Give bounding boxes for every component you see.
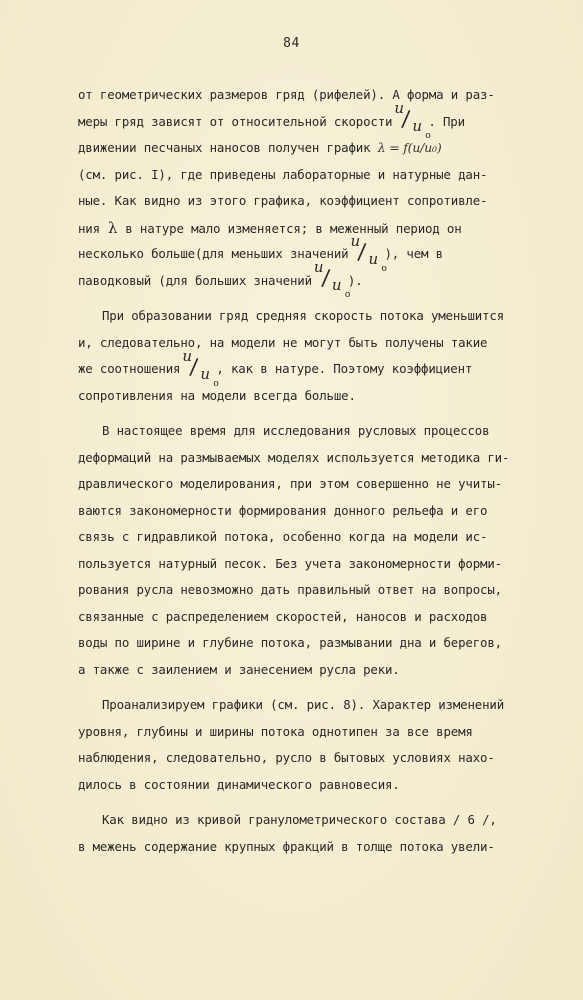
text-line-content: . При [428, 113, 465, 129]
text-line [78, 745, 538, 772]
text-line [78, 834, 538, 861]
text-line-content: ния [78, 220, 100, 236]
text-line [78, 604, 538, 631]
text-line-content: уровня, глубины и ширины потока однотипен за все время [78, 723, 473, 739]
ratio-numerator: u [350, 231, 360, 250]
text-line-content: ваются закономерности формирования донного рельефа и его [78, 502, 488, 518]
ratio-slash: / [189, 354, 199, 380]
text-line-content: ), чем в [384, 246, 443, 261]
text-line-content: дравлического моделирования, при этом совершенно не учиты- [78, 476, 502, 491]
text-line-content: ). [347, 272, 363, 288]
text-line [78, 577, 538, 604]
text-line [78, 498, 538, 525]
paragraph-gap [78, 409, 538, 418]
page-number: 84 [283, 36, 300, 51]
text-line [78, 772, 538, 799]
text-line-content: движении песчаных наносов получен график [78, 140, 371, 155]
ratio-denominator: u [331, 276, 342, 294]
ratio-slash: / [401, 106, 411, 133]
text-line-content: в межень содержание крупных фракций в толще потока увели- [78, 838, 495, 854]
text-line [78, 135, 538, 162]
text-line [78, 418, 538, 445]
text-line [78, 807, 538, 834]
text-line-content: сопротивления на модели всегда больше. [78, 387, 356, 403]
text-line-content: в натуре мало изменяется; в меженный период он [125, 220, 462, 236]
text-line-content: несколько больше(для меньших значений [78, 246, 349, 261]
ratio-denominator: u [412, 117, 422, 135]
text-line-content: Как видно из кривой гранулометрического состава / 6 /, [102, 812, 497, 827]
ratio-subscript: o [213, 378, 219, 389]
ratio-u-u0 [392, 99, 431, 141]
text-line-content: дилось в состоянии динамического равновесия. [78, 776, 400, 792]
text-line [78, 346, 538, 389]
text-line-content: а также с заилением и занесением русла реки. [78, 661, 400, 677]
ratio-denominator: u [368, 249, 378, 268]
ratio-denominator: u [200, 364, 210, 383]
ratio-subscript: o [425, 131, 431, 141]
paragraph-gap [78, 294, 538, 303]
text-line [78, 551, 538, 578]
graph-formula: λ = f(u/u₀) [377, 140, 442, 155]
text-line [78, 162, 538, 189]
paragraph-gap [78, 798, 538, 807]
text-line-content: пользуется натурный песок. Без учета закономерности форми- [78, 555, 502, 571]
text-line [78, 471, 538, 498]
ratio-slash: / [357, 239, 368, 265]
text-line [78, 330, 538, 357]
lambda-symbol: λ [107, 218, 118, 237]
text-line [78, 383, 538, 410]
ratio-slash: / [320, 265, 331, 292]
text-line [78, 215, 538, 242]
ratio-u-u0 [348, 231, 387, 274]
text-line [78, 719, 538, 746]
ratio-numerator: u [313, 258, 324, 276]
text-line-content: , как в натуре. Поэтому коэффициент [216, 361, 473, 376]
text-line [78, 657, 538, 684]
ratio-subscript: o [381, 263, 387, 274]
text-line-content: деформаций на размываемых моделях используется методика ги- [78, 449, 510, 465]
text-line-content: паводковый (для больших значений [78, 272, 312, 288]
text-line-content: меры гряд зависят от относительной скорости [78, 113, 393, 129]
text-line [78, 99, 538, 141]
text-line-content: связанные с распределением скоростей, наносов и расходов [78, 608, 488, 624]
text-line [78, 524, 538, 551]
body-text [78, 82, 538, 860]
text-line-content: воды по ширине и глубине потока, размывании дна и берегов, [78, 635, 502, 650]
text-line-content: связь с гидравликой потока, особенно когда на модели ис- [78, 529, 488, 544]
paragraph-gap [78, 683, 538, 692]
text-line-content: и, следовательно, на модели не могут быть получены такие [78, 334, 488, 350]
text-line [78, 445, 538, 472]
ratio-numerator: u [182, 346, 192, 365]
text-line-content: При образовании гряд средняя скорость потока уменьшится [102, 308, 505, 323]
text-line-content: ные. Как видно из этого графика, коэффициент сопротивле- [78, 193, 488, 208]
text-line-content: наблюдения, следовательно, русло в бытовых условиях нахо- [78, 750, 495, 765]
text-line-content: от геометрических размеров гряд (рифелей). А форма и раз- [78, 87, 495, 102]
text-line-content: рования русла невозможно дать правильный ответ на вопросы, [78, 582, 502, 597]
text-line-content: В настоящее время для исследования русловых процессов [102, 423, 490, 438]
text-line [78, 258, 538, 300]
text-line-content: же соотношения [78, 361, 181, 376]
text-line-content: Проанализируем графики (см. рис. 8). Характер изменений [102, 697, 505, 712]
text-line [78, 692, 538, 719]
text-line [78, 630, 538, 657]
text-line [78, 82, 538, 109]
text-line [78, 231, 538, 274]
text-line [78, 303, 538, 330]
ratio-u-u0 [180, 346, 219, 389]
ratio-numerator: u [394, 99, 404, 117]
text-line [78, 188, 538, 215]
ratio-subscript: o [344, 290, 351, 300]
ratio-u-u0 [312, 258, 351, 300]
text-line-content: (см. рис. I), где приведены лабораторные и натурные дан- [78, 166, 488, 182]
